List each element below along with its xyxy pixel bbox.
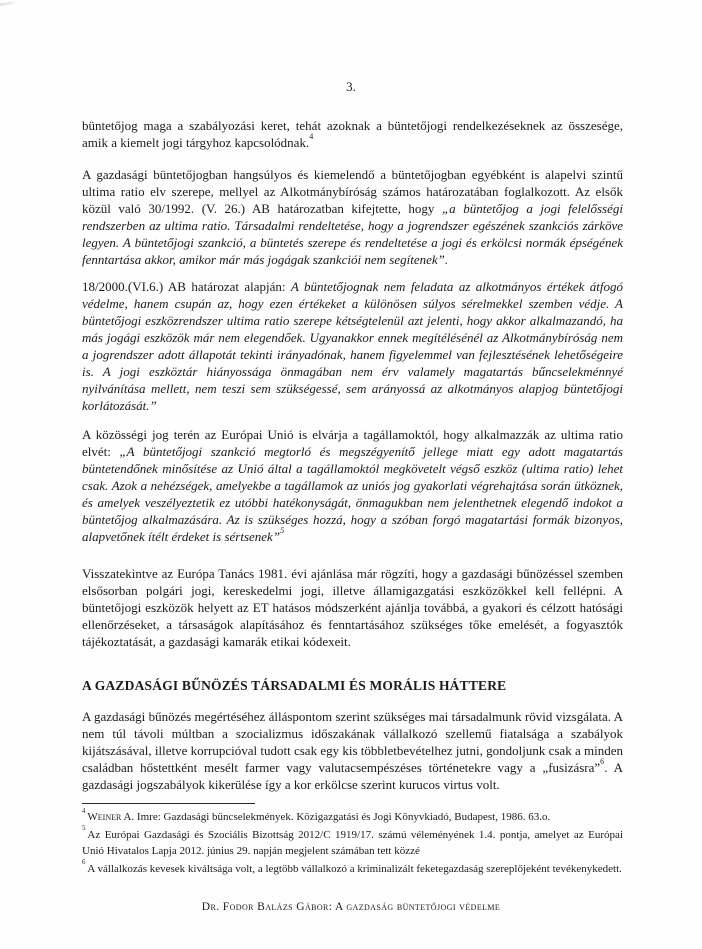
footnote-5	[82, 827, 623, 860]
footnote-4	[82, 809, 623, 826]
scan-artifact	[0, 1, 16, 6]
footnote-6	[82, 861, 623, 878]
footnote-marker-5: 5	[82, 825, 86, 833]
footnote-marker-4: 4	[82, 807, 86, 815]
paragraph-1: büntetőjog maga a szabályozási keret, tehát azoknak a büntetőjogi rendelkezéseknek az összesége, amik a kiemelt jogi tárgyhoz kapcsolódnak.$^4$	[82, 118, 623, 150]
paragraph-4: A közösségi jog terén az Európai Unió is elvárja a tagállamoktól, hogy alkalmazzák az ultima ratio elvét: „A büntetőjogi szankció megtorló és megszégyenítő jellege miatt egy adott magatartás büntetendőnek minősítése az Unió által a tagállamoktól megkövetelt végső eszköz (ultima ratio) lehet csak. Azok a nehézségek, amelyekbe a tagállamok az uniós jog gyakorlati végrehajtása során ütköznek, és amelyek veszélyeztetik ez utóbbi hatékonyságát, önmagukban nem jelenthetnek elegendő indokot a büntetőjog alkalmazására. Az is szükséges hozzá, hogy a szóban forgó magatartási formák bizonyos, alapvetőnek ítélt érdeket is sértsenek”$^5$	[82, 427, 623, 544]
paragraph-2: A gazdasági büntetőjogban hangsúlyos és kiemelendő a büntetőjogban egyébként is alapelvi szintű ultima ratio elv szerepe, mellyel az Alkotmánybíróság számos határozatában foglalkozott. Az elsők közül való 30/1992. (V. 26.) AB határozatban kifejtette, hogy „a büntetőjog a jogi felelősségi rendszerben az ultima ratio. Társadalmi rendeltetése, hogy a jogrendszer egészének szankciós zárköve legyen. A büntetőjogi szankció, a büntetés szerepe és rendeltetése a jogi és erkölcsi normák épségének fenntartása akkor, amikor már más jogágak szankciói nem segítenek”.	[82, 167, 623, 267]
footnote-text-4: Weiner A. Imre: Gazdasági bűncselekmények. Közigazgatási és Jogi Könyvkiadó, Budapest, 1986. 63.o.	[87, 811, 551, 823]
footnote-text-6: A vállalkozás kevesek kiváltsága volt, a legtöbb vállalkozó a kriminalizált feketegazdaság szereplőjeként tevékenykedett.	[87, 862, 622, 875]
paragraph-5: Visszatekintve az Európa Tanács 1981. évi ajánlása már rögzíti, hogy a gazdasági bűnözéssel szemben elsősorban polgári jogi, kereskedelmi jogi, illetve államigazgatási eszközökkel kell fellépni. A büntetőjogi eszközök helyett az ET hatásos módszerként ajánlja továbbá, a gyakori és célzott hatósági ellenőrzéseket, a társaságok alapításához és fenntartásához szükséges tőke emelését, a fogyasztók tájékoztatását, a gazdasági kamarák etikai kódexeit.	[82, 566, 623, 649]
paragraph-6: A gazdasági bűnözés megértéséhez álláspontom szerint szükséges mai társadalmunk rövid vizsgálata. A nem túl távoli múltban a szocializmus időszakának vállalkozó szellemű fiatalsága a szabályok kijátszásával, illetve korrupcióval tudott csak egy kis többletbevételhez jutni, gondoljunk csak a minden családban hőstettként mesélt farmer vagy valutacsempészéses történetekre vagy a „fusizásra”$^6$. A gazdasági jogszabályok kikerülése így a kor erkölcse szerint kurucos virtus volt.	[82, 709, 623, 792]
footnote-separator	[82, 803, 255, 804]
footnote-marker-6: 6	[82, 859, 86, 867]
section-heading: A GAZDASÁGI BŰNÖZÉS TÁRSADALMI ÉS MORÁLIS HÁTTERE	[82, 678, 507, 693]
paragraph-3: 18/2000.(VI.6.) AB határozat alapján: A büntetőjognak nem feladata az alkotmányos értékek átfogó védelme, hanem csupán az, hogy ezen értékeket a különösen súlyos sérelmekkel szemben védje. A büntetőjogi eszközrendszer ultima ratio szerepe kétségtelenül azt jelenti, hogy akkor alkalmazandó, ha más jogági eszközök már nem elegendőek. Ugyanakkor ennek megítélésénél az Alkotmánybíróság nem a jogrendszer adott állapotát tekinti irányadónak, hanem figyelemmel van fejlesztésének lehetőségeire is. A jogi eszköztár hiányossága önmagában nem érv valamely magatartás bűncselekménnyé nyilvánítása mellett, nem teszi sem szükségessé, sem arányossá az alkotmányos alapjog büntetőjogi korlátozását.”	[82, 279, 623, 413]
page-number: 3.	[346, 79, 356, 94]
footnote-text-5: Az Európai Gazdasági és Szociális Bizottság 2012/C 1919/17. számú véleményének 1.4. pontja, amelyet az Európai Unió Hivatalos Lapja 2012. június 29. napján megjelent számában tett közzé	[82, 828, 623, 857]
running-footer: Dr. Fodor Balázs Gábor: A gazdaság büntetőjogi védelme	[201, 901, 501, 913]
text-column	[82, 117, 623, 793]
footnotes-block	[82, 803, 623, 878]
